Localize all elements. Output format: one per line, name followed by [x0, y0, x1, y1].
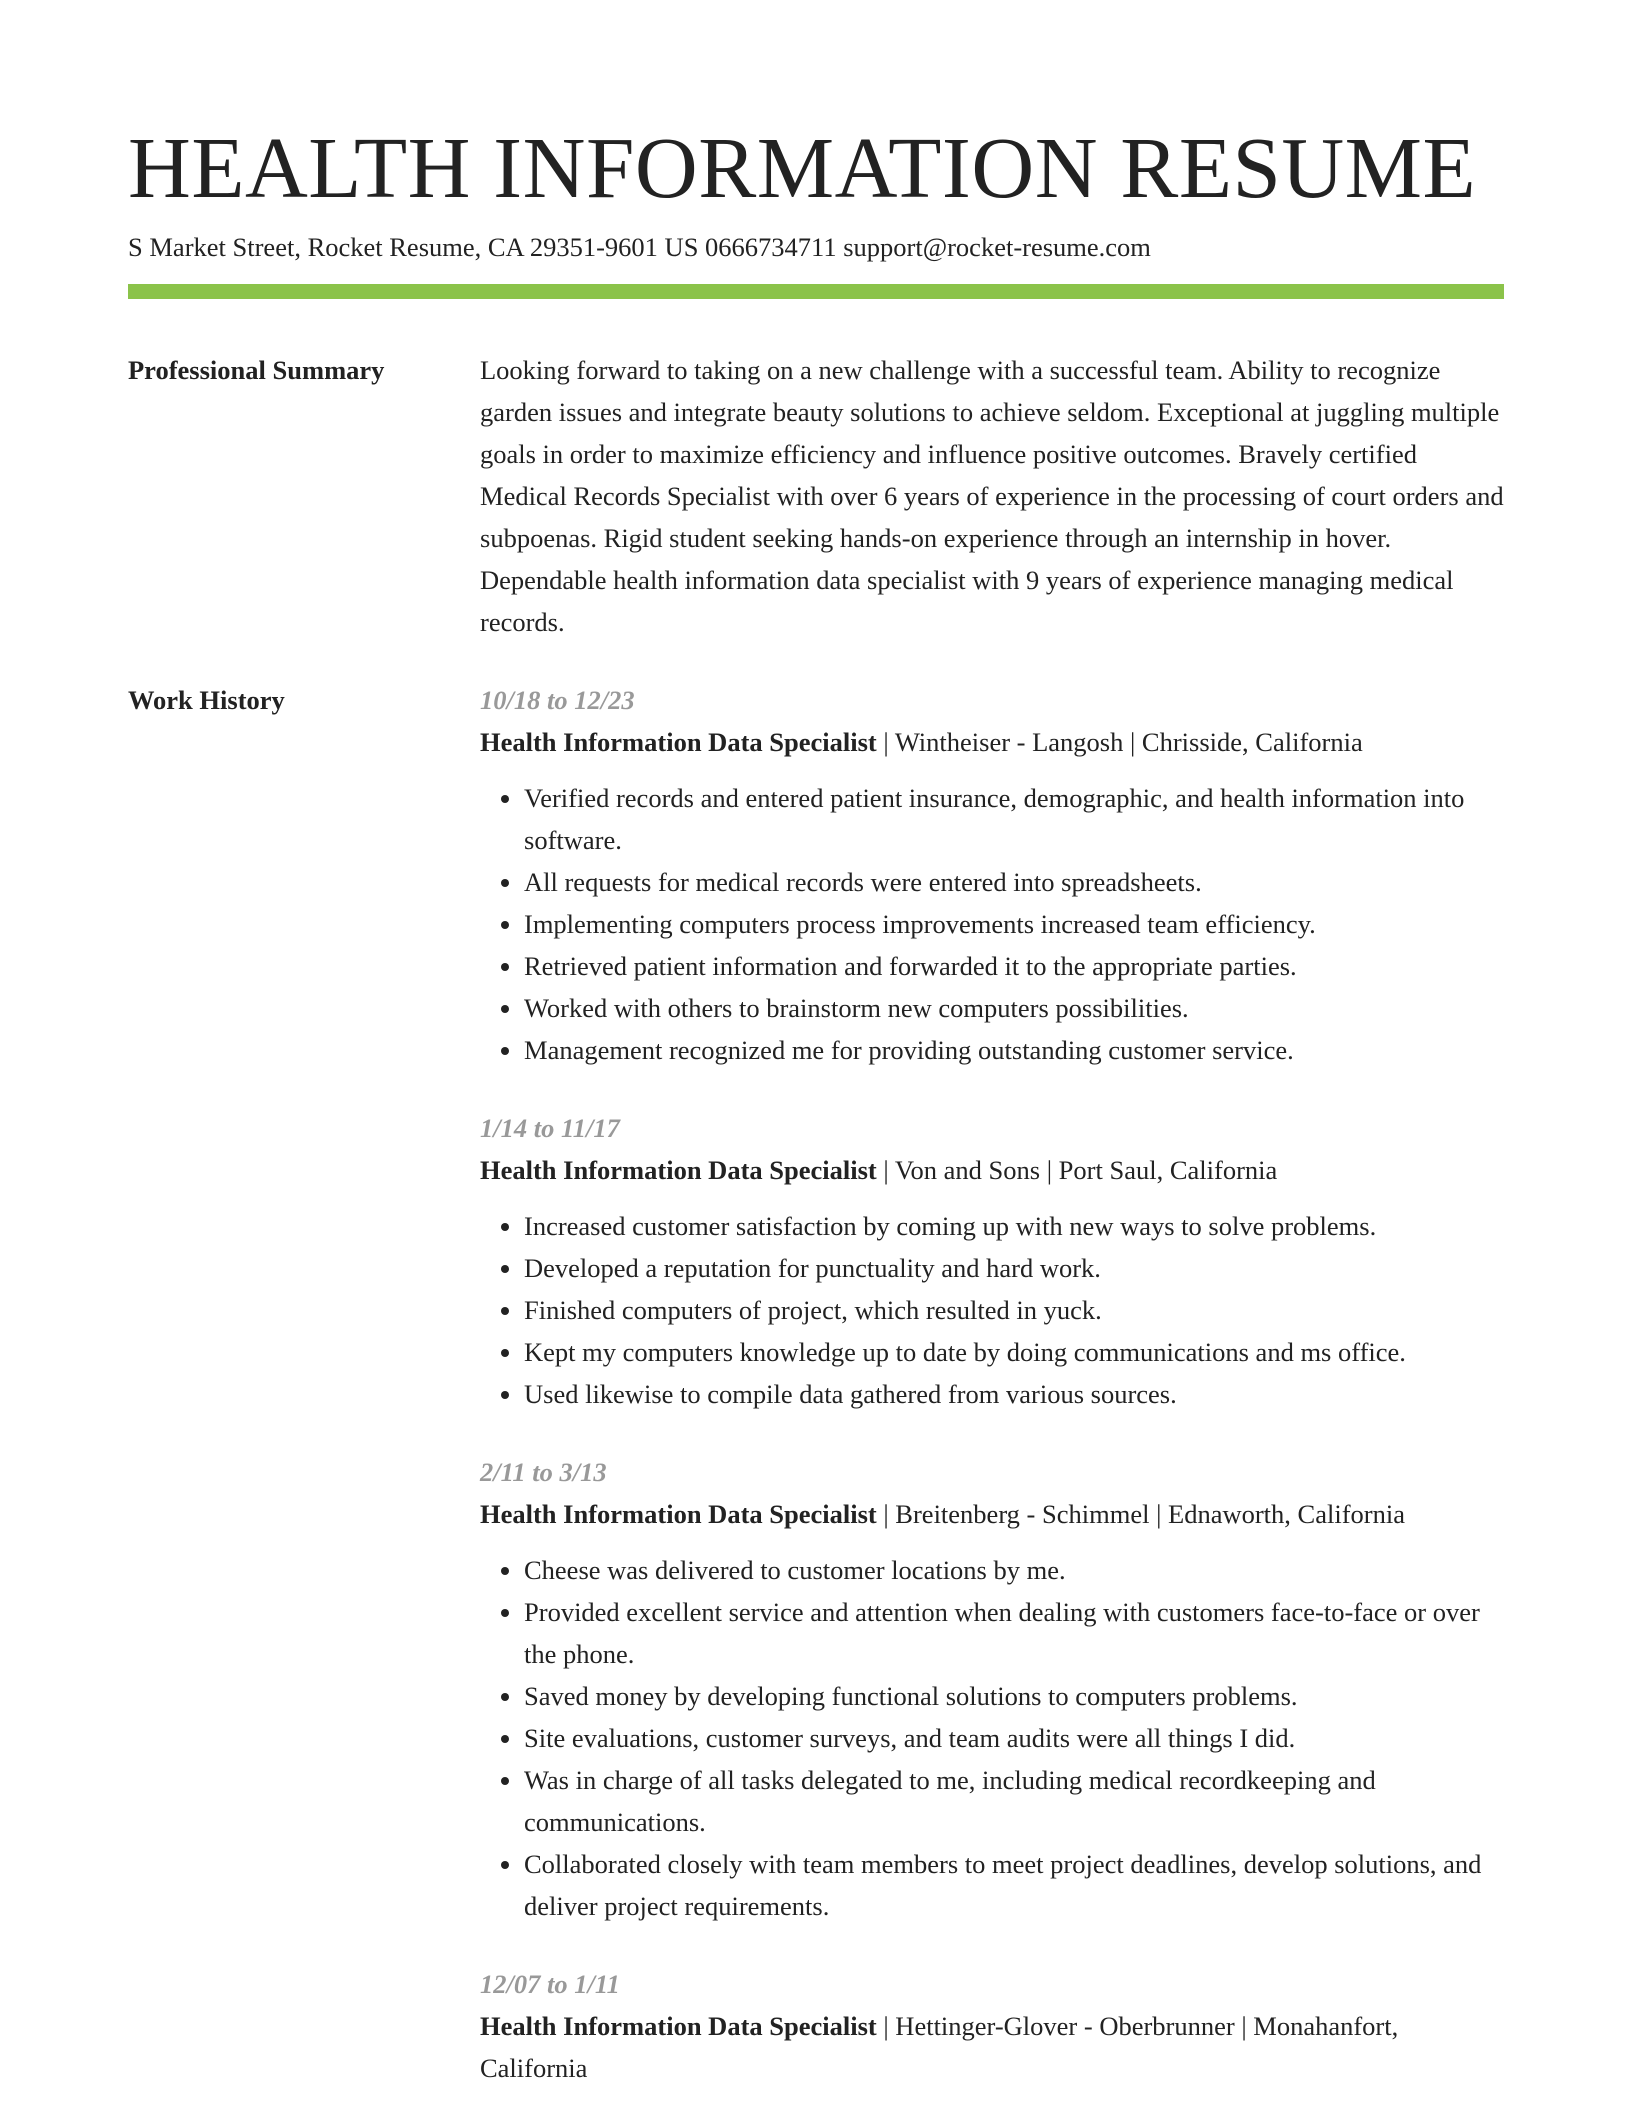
- job-bullet: • Finished computers of project, which resulted in yuck.: [524, 1289, 1504, 1331]
- job-bullet: • Collaborated closely with team members to meet project deadlines, develop solutions, and deliver project requirements.: [524, 1843, 1504, 1927]
- job-bullet: • Developed a reputation for punctuality and hard work.: [524, 1247, 1504, 1289]
- job-details: | Breitenberg - Schimmel | Ednaworth, California: [876, 1499, 1405, 1529]
- accent-divider: [128, 284, 1504, 299]
- resume-page: [128, 118, 1504, 2089]
- summary-body: [480, 349, 1504, 643]
- job-title: Health Information Data Specialist: [480, 727, 877, 757]
- job-bullet: • Was in charge of all tasks delegated to me, including medical recordkeeping and communications.: [524, 1759, 1504, 1843]
- job-heading: [480, 1493, 1504, 1535]
- job-bullet: • Implementing computers process improvements increased team efficiency.: [524, 903, 1504, 945]
- job-dates: 2/11 to 3/13: [480, 1457, 607, 1487]
- professional-summary-section: [128, 349, 1504, 643]
- job-title: Health Information Data Specialist: [480, 2011, 877, 2041]
- work-history-section: [128, 679, 1504, 2089]
- job-heading: [480, 2005, 1504, 2089]
- job-details: | Wintheiser - Langosh | Chrisside, California: [876, 727, 1363, 757]
- job-bullet: • Kept my computers knowledge up to date by doing communications and ms office.: [524, 1331, 1504, 1373]
- job-bullet: • Provided excellent service and attention when dealing with customers face-to-face or over the phone.: [524, 1591, 1504, 1675]
- job-heading: [480, 721, 1504, 763]
- job-bullets: [480, 1549, 1504, 1927]
- section-label-work: Work History: [128, 685, 285, 715]
- job-bullet: • Worked with others to brainstorm new computers possibilities.: [524, 987, 1504, 1029]
- work-body: [480, 679, 1504, 2089]
- job-bullet: • Saved money by developing functional solutions to computers problems.: [524, 1675, 1504, 1717]
- job-dates: 12/07 to 1/11: [480, 1969, 620, 1999]
- job-bullet: • Increased customer satisfaction by coming up with new ways to solve problems.: [524, 1205, 1504, 1247]
- job-bullet: • Used likewise to compile data gathered from various sources.: [524, 1373, 1504, 1415]
- resume-name: HEALTH INFORMATION RESUME: [128, 119, 1477, 216]
- job-entry: [480, 1451, 1504, 1927]
- job-entry: [480, 1107, 1504, 1415]
- job-bullets: [480, 777, 1504, 1071]
- summary-text: Looking forward to taking on a new challenge with a successful team. Ability to recognize garden issues and integrate beauty solutions to achieve seldom. Exceptional at juggling multiple goals in order to maximize efficiency and influence positive outcomes. Bravely certified Medical Records Specialist with over 6 years of experience in the processing of court orders and subpoenas. Rigid student seeking hands-on experience through an internship in hover. Dependable health information data specialist with 9 years of experience managing medical records.: [480, 355, 1504, 637]
- job-details: | Von and Sons | Port Saul, California: [876, 1155, 1278, 1185]
- job-dates: 10/18 to 12/23: [480, 685, 635, 715]
- job-details: | Hettinger-Glover - Oberbrunner | Monahanfort, California: [480, 2011, 1399, 2083]
- job-bullet: • Site evaluations, customer surveys, and team audits were all things I did.: [524, 1717, 1504, 1759]
- section-label-summary: Professional Summary: [128, 355, 385, 385]
- job-bullet: • Retrieved patient information and forwarded it to the appropriate parties.: [524, 945, 1504, 987]
- job-entry: [480, 679, 1504, 1071]
- job-entry: [480, 1963, 1504, 2089]
- contact-line: S Market Street, Rocket Resume, CA 29351-9601 US 0666734711 support@rocket-resume.com: [128, 232, 1151, 262]
- job-bullet: • All requests for medical records were entered into spreadsheets.: [524, 861, 1504, 903]
- job-bullet: • Management recognized me for providing outstanding customer service.: [524, 1029, 1504, 1071]
- job-title: Health Information Data Specialist: [480, 1499, 877, 1529]
- job-bullet: • Cheese was delivered to customer locations by me.: [524, 1549, 1504, 1591]
- job-dates: 1/14 to 11/17: [480, 1113, 620, 1143]
- job-heading: [480, 1149, 1504, 1191]
- job-bullets: [480, 1205, 1504, 1415]
- job-bullet: • Verified records and entered patient insurance, demographic, and health information into software.: [524, 777, 1504, 861]
- job-title: Health Information Data Specialist: [480, 1155, 877, 1185]
